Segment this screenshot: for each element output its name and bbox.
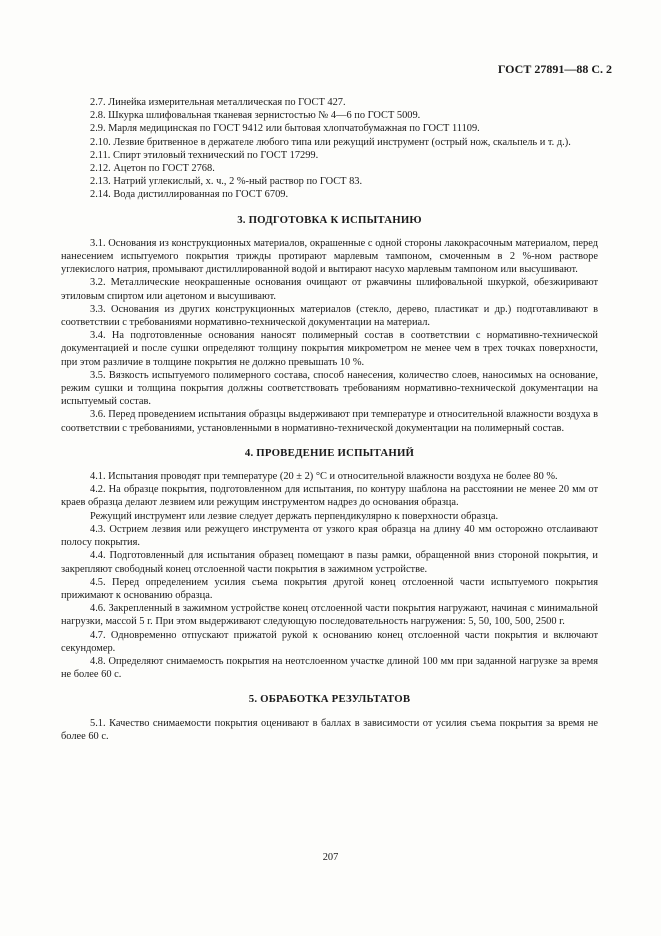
item-2-12: 2.12. Ацетон по ГОСТ 2768. xyxy=(90,163,215,175)
item-3-2: 3.2. Металлические неокрашенные основания очищают от ржавчины шлифовальной шкуркой, обезжиривают этиловым спиртом или ацетоном и высушивают. xyxy=(61,277,598,302)
document-body xyxy=(61,96,598,743)
item-4-2: 4.2. На образце покрытия, подготовленном для испытания, по контуру шаблона на расстоянии не менее 20 мм от краев образца делают лезвием или режущим инструментом надрез до основания образца. xyxy=(61,484,598,509)
item-4-2-note: Режущий инструмент или лезвие следует держать перпендикулярно к поверхности образца. xyxy=(90,510,499,522)
item-5-1: 5.1. Качество снимаемости покрытия оценивают в баллах в зависимости от усилия съема покрытия за время не более 60 с. xyxy=(61,717,598,742)
item-2-11: 2.11. Спирт этиловый технический по ГОСТ 17299. xyxy=(90,149,319,161)
item-2-9: 2.9. Марля медицинская по ГОСТ 9412 или бытовая хлопчатобумажная по ГОСТ 11109. xyxy=(90,123,480,135)
item-4-3: 4.3. Острием лезвия или режущего инструмента от узкого края образца на длину 40 мм осторожно отслаивают полосу покрытия. xyxy=(61,523,598,549)
item-4-8: 4.8. Определяют снимаемость покрытия на неотслоенном участке длиной 100 мм при заданной нагрузке за время не более 60 с. xyxy=(61,655,598,681)
section-3-heading: 3. ПОДГОТОВКА К ИСПЫТАНИЮ xyxy=(237,213,422,226)
item-2-13: 2.13. Натрий углекислый, х. ч., 2 %-ный раствор по ГОСТ 83. xyxy=(90,176,363,188)
item-2-14: 2.14. Вода дистиллированная по ГОСТ 6709. xyxy=(90,189,289,201)
item-3-1: 3.1. Основания из конструкционных материалов, окрашенные с одной стороны лакокрасочным материалом, перед нанесением испытуемого покрытия трижды протирают марлевым тампоном, смоченным в 2 %-ном растворе углекислого натрия, промывают дистиллированной водой и вытирают насухо марлевым тампоном или высушивают. xyxy=(61,237,598,276)
item-2-7: 2.7. Линейка измерительная металлическая по ГОСТ 427. xyxy=(90,97,346,108)
section-4-heading: 4. ПРОВЕДЕНИЕ ИСПЫТАНИЙ xyxy=(244,446,415,459)
item-2-10: 2.10. Лезвие бритвенное в держателе любого типа или режущий инструмент (острый нож, скальпель и т. д.). xyxy=(90,136,571,148)
item-4-4: 4.4. Подготовленный для испытания образец помещают в пазы рамки, обращенной вниз стороной покрытия, и закрепляют свободный конец отслоенной части покрытия в зажимном устройстве. xyxy=(61,550,598,575)
item-4-5: 4.5. Перед определением усилия съема покрытия другой конец отслоенной части испытуемого покрытия прижимают к основанию образца. xyxy=(61,576,598,601)
item-4-1: 4.1. Испытания проводят при температуре (20 ± 2) °С и относительной влажности воздуха не более 80 %. xyxy=(90,471,558,483)
item-2-8: 2.8. Шкурка шлифовальная тканевая зернистостью № 4—6 по ГОСТ 5009. xyxy=(90,110,421,122)
item-4-6: 4.6. Закрепленный в зажимном устройстве конец отслоенной части покрытия нагружают, начиная с минимальной нагрузки, массой 5 г. При этом выдерживают следующую последовательность нагружения: 5, 50, 100, 500, 2500 г. xyxy=(61,603,598,628)
section-5-heading: 5. ОБРАБОТКА РЕЗУЛЬТАТОВ xyxy=(248,693,411,706)
item-3-6: 3.6. Перед проведением испытания образцы выдерживают при температуре и относительной влажности воздуха в соответствии с требованиями, установленными в нормативно-технической документации на полимерный состав. xyxy=(61,409,598,434)
item-4-7: 4.7. Одновременно отпускают прижатой рукой к основанию конец отслоенной части покрытия и включают секундомер. xyxy=(61,629,598,654)
running-header: ГОСТ 27891—88 С. 2 xyxy=(497,62,612,76)
page-number: 207 xyxy=(322,852,339,863)
item-3-5: 3.5. Вязкость испытуемого полимерного состава, способ нанесения, количество слоев, наносимых на основание, режим сушки и толщина покрытия должны соответствовать требованиям нормативно-технической документации на испытуемый состав. xyxy=(61,369,598,408)
item-3-4: 3.4. На подготовленные основания наносят полимерный состав в соответствии с нормативно-технической документацией и после сушки определяют толщину покрытия микрометром не менее чем в трех точках поверхности, при этом различие в толщине покрытия не должно превышать 10 %. xyxy=(61,330,598,368)
item-3-3: 3.3. Основания из других конструкционных материалов (стекло, дерево, пластикат и др.) подготавливают в соответствии с требованиями нормативно-технической документации на материал. xyxy=(61,303,598,329)
